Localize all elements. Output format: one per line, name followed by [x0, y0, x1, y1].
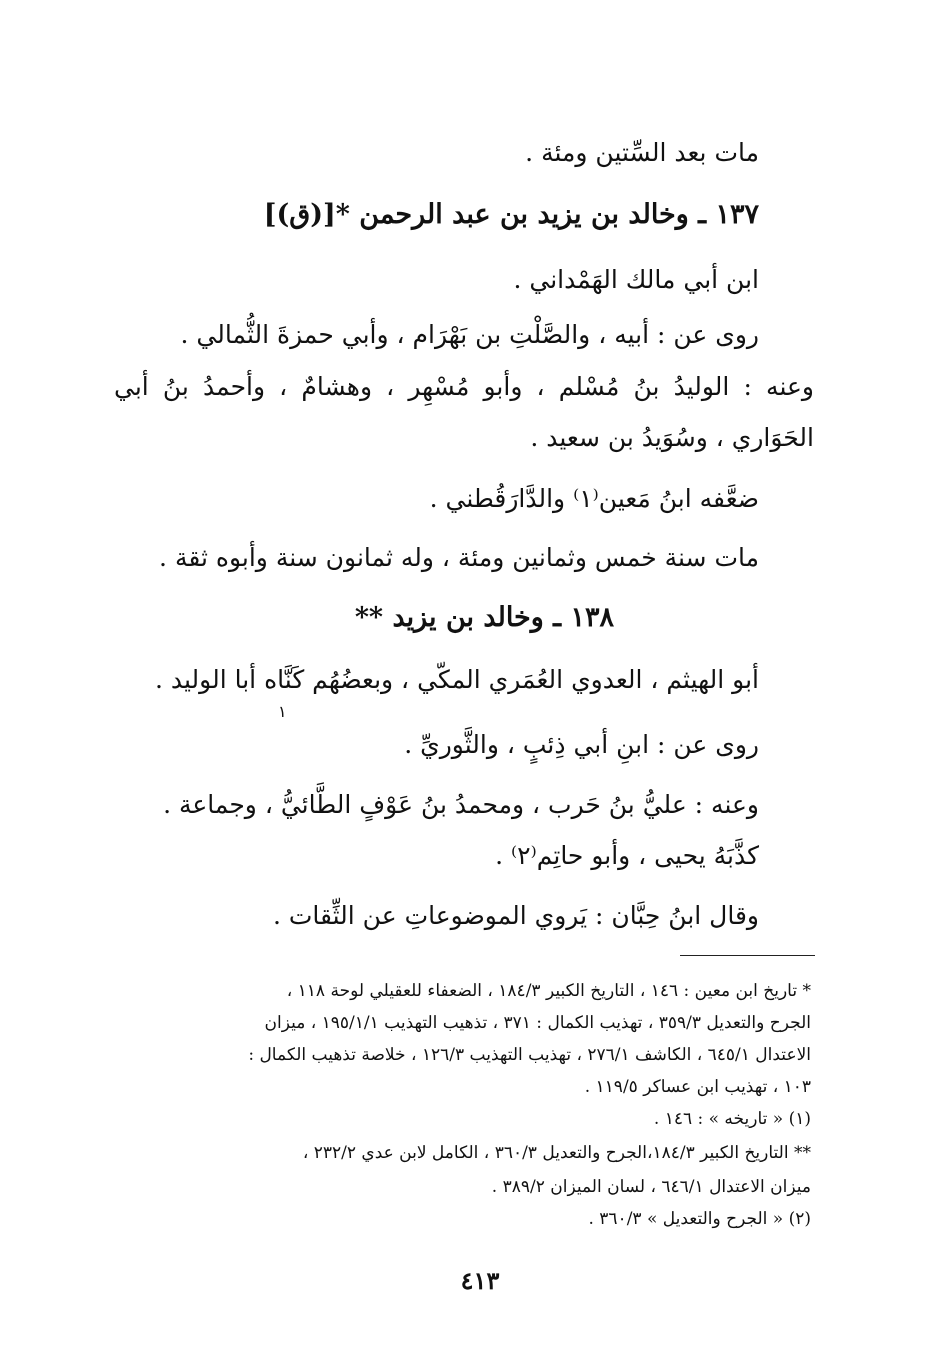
body-line: مات بعد السِّتين ومئة .: [525, 138, 759, 167]
entry-137-kunya: ابن أبي مالك الهَمْداني .: [513, 265, 759, 294]
footnote-star-line-3: الاعتدال ٦٤٥/١ ، الكاشف ٢٧٦/١ ، تهذيب التهذيب ١٢٦/٣ ، خلاصة تذهيب الكمال :: [248, 1045, 811, 1065]
entry-138-narrated-from: روى عن : ابنِ أبي ذِئبٍ ، والثَّوريِّ .: [404, 730, 759, 759]
footnote-star-line-1: * تاريخ ابن معين : ١٤٦ ، التاريخ الكبير ١٨٤/٣ ، الضعفاء للعقيلي لوحة ١١٨ ،: [286, 981, 811, 1001]
entry-138-ibn-hibban: وقال ابنُ حِبَّان : يَروي الموضوعاتِ عن الثِّقات .: [272, 901, 759, 930]
entry-137-narrators-line-1: وعنه : الوليدُ بنُ مُسْلم ، وأبو مُسْهِر ، وهشامٌ ، وأحمدُ بنُ أبي: [114, 372, 814, 401]
entry-137-weakened: ضعَّفه ابنُ مَعين⁽١⁾ والدَّارَقُطني .: [429, 484, 759, 513]
entry-137-narrators-line-2: الحَوَاري ، وسُوَيدُ بن سعيد .: [530, 423, 814, 452]
entry-138-kunya: أبو الهيثم ، العدوي العُمَري المكّي ، وبعضُهُم كَنَّاه أبا الوليد .: [155, 665, 759, 694]
footnote-double-star-line-2: ميزان الاعتدال ٦٤٦/١ ، لسان الميزان ٣٨٩/٢ .: [491, 1177, 811, 1197]
entry-137-death: مات سنة خمس وثمانين ومئة ، وله ثمانون سنة وأبوه ثقة .: [159, 543, 759, 572]
entry-138-heading: ١٣٨ ـ وخالد بن يزيد **: [354, 602, 614, 633]
footnote-star-line-4: ١٠٣ ، تهذيب ابن عساكر ١١٩/٥ .: [584, 1077, 811, 1097]
footnote-double-star-line-1: ** التاريخ الكبير ١٨٤/٣،الجرح والتعديل ٣٦٠/٣ ، الكامل لابن عدي ٢٣٢/٢ ،: [302, 1143, 811, 1163]
footnote-divider: [680, 955, 815, 956]
margin-mark: ١: [278, 702, 287, 721]
footnote-note-1: (١) « تاريخه » : ١٤٦ .: [653, 1109, 811, 1129]
entry-138-called-liar: كذَّبَهُ يحيى ، وأبو حاتِم⁽٢⁾ .: [495, 841, 759, 870]
entry-137-narrated-from: روى عن : أبيه ، والصَّلْتِ بن بَهْرَام ، وأبي حمزةَ الثُّمالي .: [180, 320, 759, 349]
entry-138-narrators: وعنه : عليُّ بنُ حَرب ، ومحمدُ بنُ عَوْفٍ الطَّائيُّ ، وجماعة .: [163, 790, 759, 819]
page-number: ٤١٣: [460, 1266, 500, 1295]
footnote-star-line-2: الجرح والتعديل ٣٥٩/٣ ، تهذيب الكمال : ٣٧١ ، تذهيب التهذيب ١٩٥/١/١ ، ميزان: [264, 1013, 811, 1033]
entry-137-heading: ١٣٧ ـ وخالد بن يزيد بن عبد الرحمن *[(ق)]: [263, 199, 759, 230]
footnote-note-2: (٢) « الجرح والتعديل » ٣٦٠/٣ .: [588, 1209, 811, 1229]
